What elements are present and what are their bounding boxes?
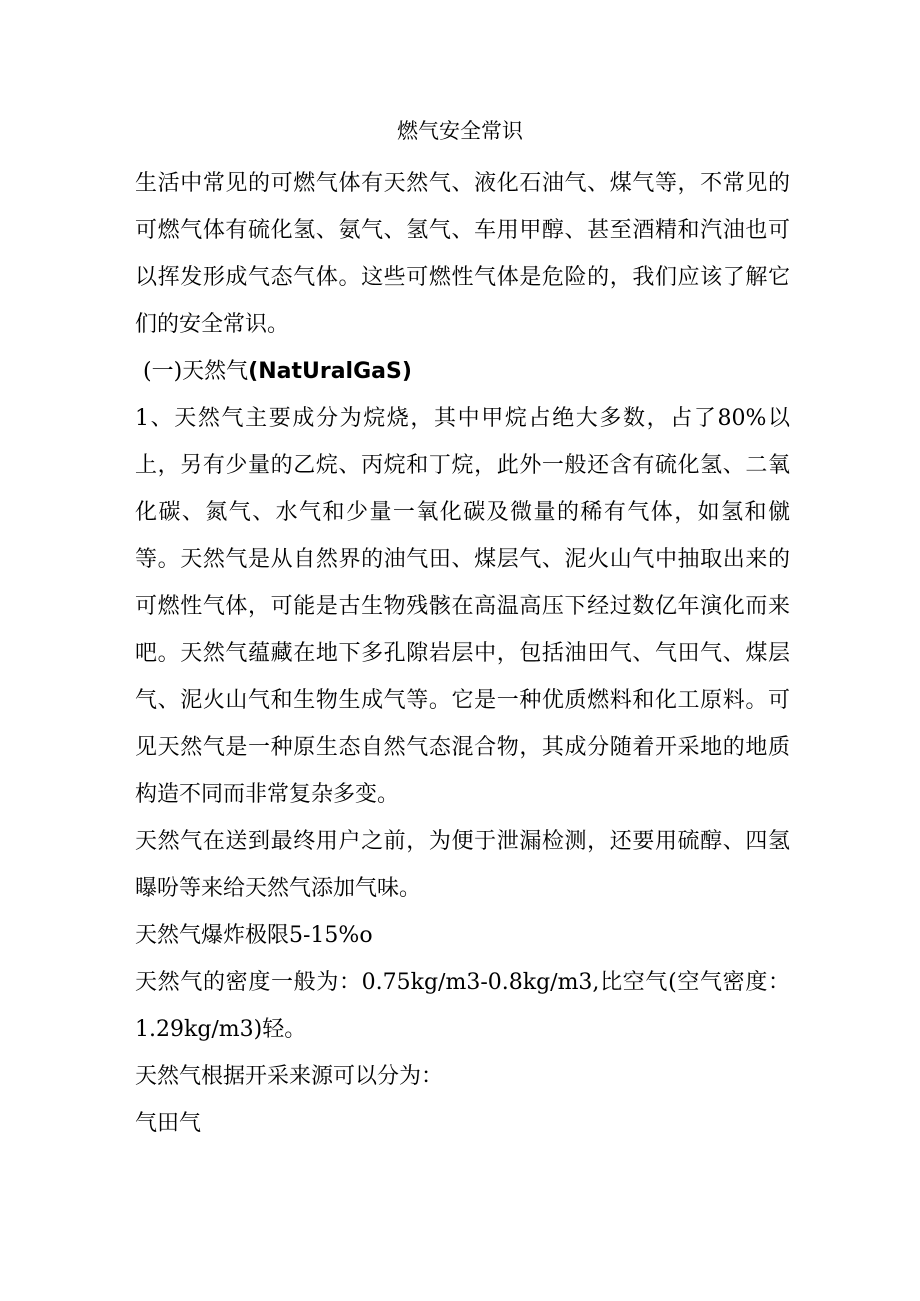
paragraph-gas-field-gas: 气田气	[135, 1111, 202, 1136]
paragraph-explosion-limit: 天然气爆炸极限5-15%o	[135, 923, 373, 948]
section-heading-label: (一)天然气	[143, 359, 249, 384]
document-body	[135, 160, 790, 1147]
section-heading-latin: (NatUralGaS)	[248, 359, 412, 384]
paragraph-odorization: 天然气在送到最终用户之前，为便于泄漏检测，还要用硫醇、四氢曝吩等来给天然气添加气味。	[135, 829, 790, 901]
paragraph-composition: 1、天然气主要成分为烷烧，其中甲烷占绝大多数，占了80%以上，另有少量的乙烷、丙烷和丁烷，此外一般还含有硫化氢、二氧化碳、氮气、水气和少量一氧化碳及微量的稀有气体，如氢和僦等。天然气是从自然界的油气田、煤层气、泥火山气中抽取出来的可燃性气体，可能是古生物残骸在高温高压下经过数亿年演化而来吧。天然气蕴藏在地下多孔隙岩层中，包括油田气、气田气、煤层气、泥火山气和生物生成气等。它是一种优质燃料和化工原料。可见天然气是一种原生态自然气态混合物，其成分随着开采地的地质构造不同而非常复杂多变。	[135, 406, 790, 807]
page-title: 燃气安全常识	[397, 119, 523, 143]
section-heading-natural-gas	[135, 348, 790, 395]
paragraph-density: 天然气的密度一般为：0.75kg∕m3-0.8kg∕m3,比空气(空气密度：1.29kg∕m3)轻。	[135, 970, 790, 1042]
paragraph-classification: 天然气根据开采来源可以分为：	[135, 1064, 444, 1089]
intro-paragraph: 生活中常见的可燃气体有天然气、液化石油气、煤气等，不常见的可燃气体有硫化氢、氨气、氢气、车用甲醇、甚至酒精和汽油也可以挥发形成气态气体。这些可燃性气体是危险的，我们应该了解它们的安全常识。	[135, 171, 790, 337]
